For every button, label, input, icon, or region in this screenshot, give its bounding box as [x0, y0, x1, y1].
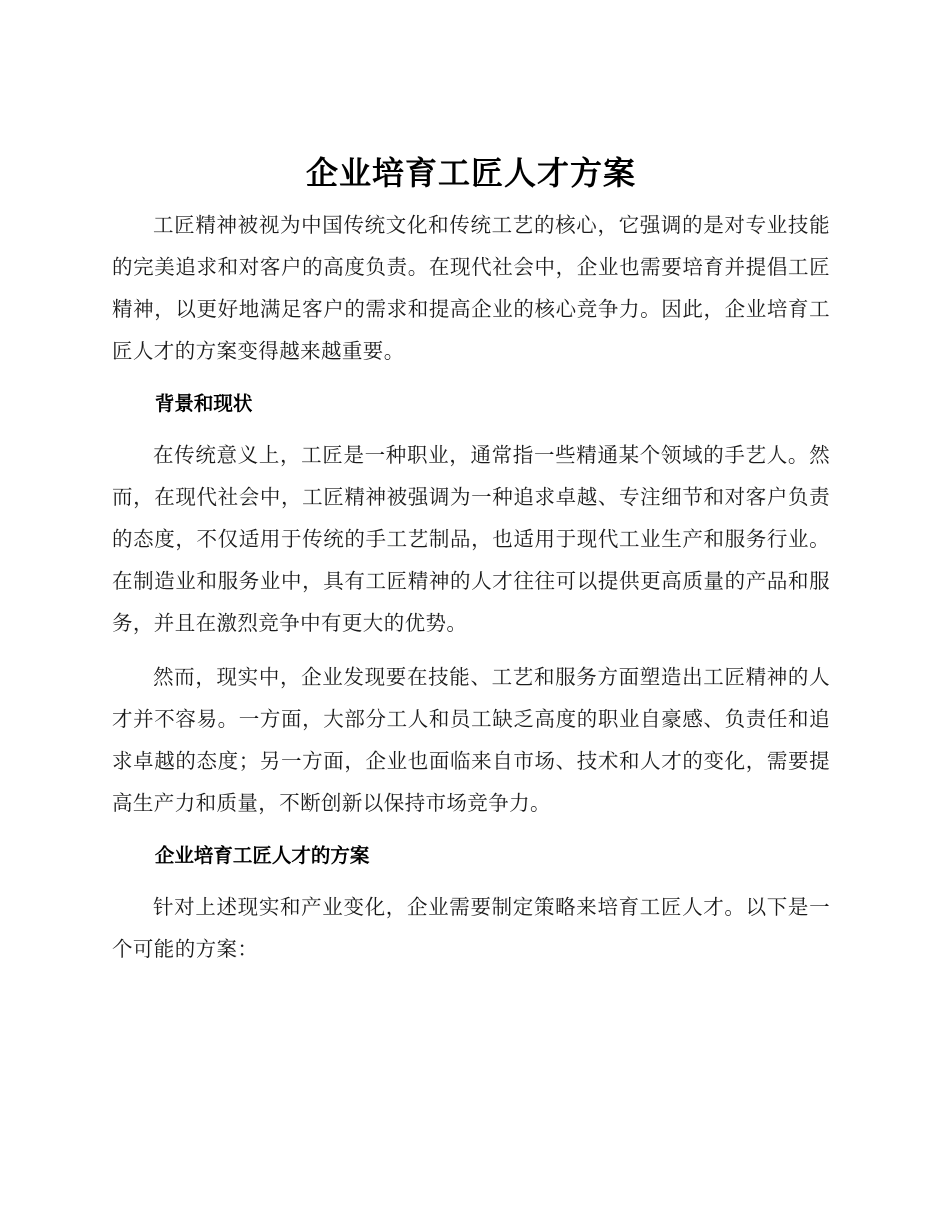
section-heading-background: 背景和现状 [154, 392, 253, 415]
background-paragraph-2: 然而，现实中，企业发现要在技能、工艺和服务方面塑造出工匠精神的人才并不容易。一方面，大部分工人和员工缺乏高度的职业自豪感、负责任和追求卓越的态度；另一方面，企业也面临来自市场、技术和人才的变化，需要提高生产力和质量，不断创新以保持市场竞争力。 [112, 665, 830, 815]
section-heading-plan: 企业培育工匠人才的方案 [154, 844, 370, 867]
intro-paragraph: 工匠精神被视为中国传统文化和传统工艺的核心，它强调的是对专业技能的完美追求和对客户的高度负责。在现代社会中，企业也需要培育并提倡工匠精神，以更好地满足客户的需求和提高企业的核心竞争力。因此，企业培育工匠人才的方案变得越来越重要。 [112, 213, 830, 363]
plan-paragraph-1: 针对上述现实和产业变化，企业需要制定策略来培育工匠人才。以下是一个可能的方案： [112, 895, 830, 961]
background-paragraph-1: 在传统意义上，工匠是一种职业，通常指一些精通某个领域的手艺人。然而，在现代社会中，工匠精神被强调为一种追求卓越、专注细节和对客户负责的态度，不仅适用于传统的手工艺制品，也适用于现代工业生产和服务行业。在制造业和服务业中，具有工匠精神的人才往往可以提供更高质量的产品和服务，并且在激烈竞争中有更大的优势。 [112, 443, 830, 635]
document-body [112, 150, 830, 982]
document-title: 企业培育工匠人才方案 [305, 154, 636, 192]
